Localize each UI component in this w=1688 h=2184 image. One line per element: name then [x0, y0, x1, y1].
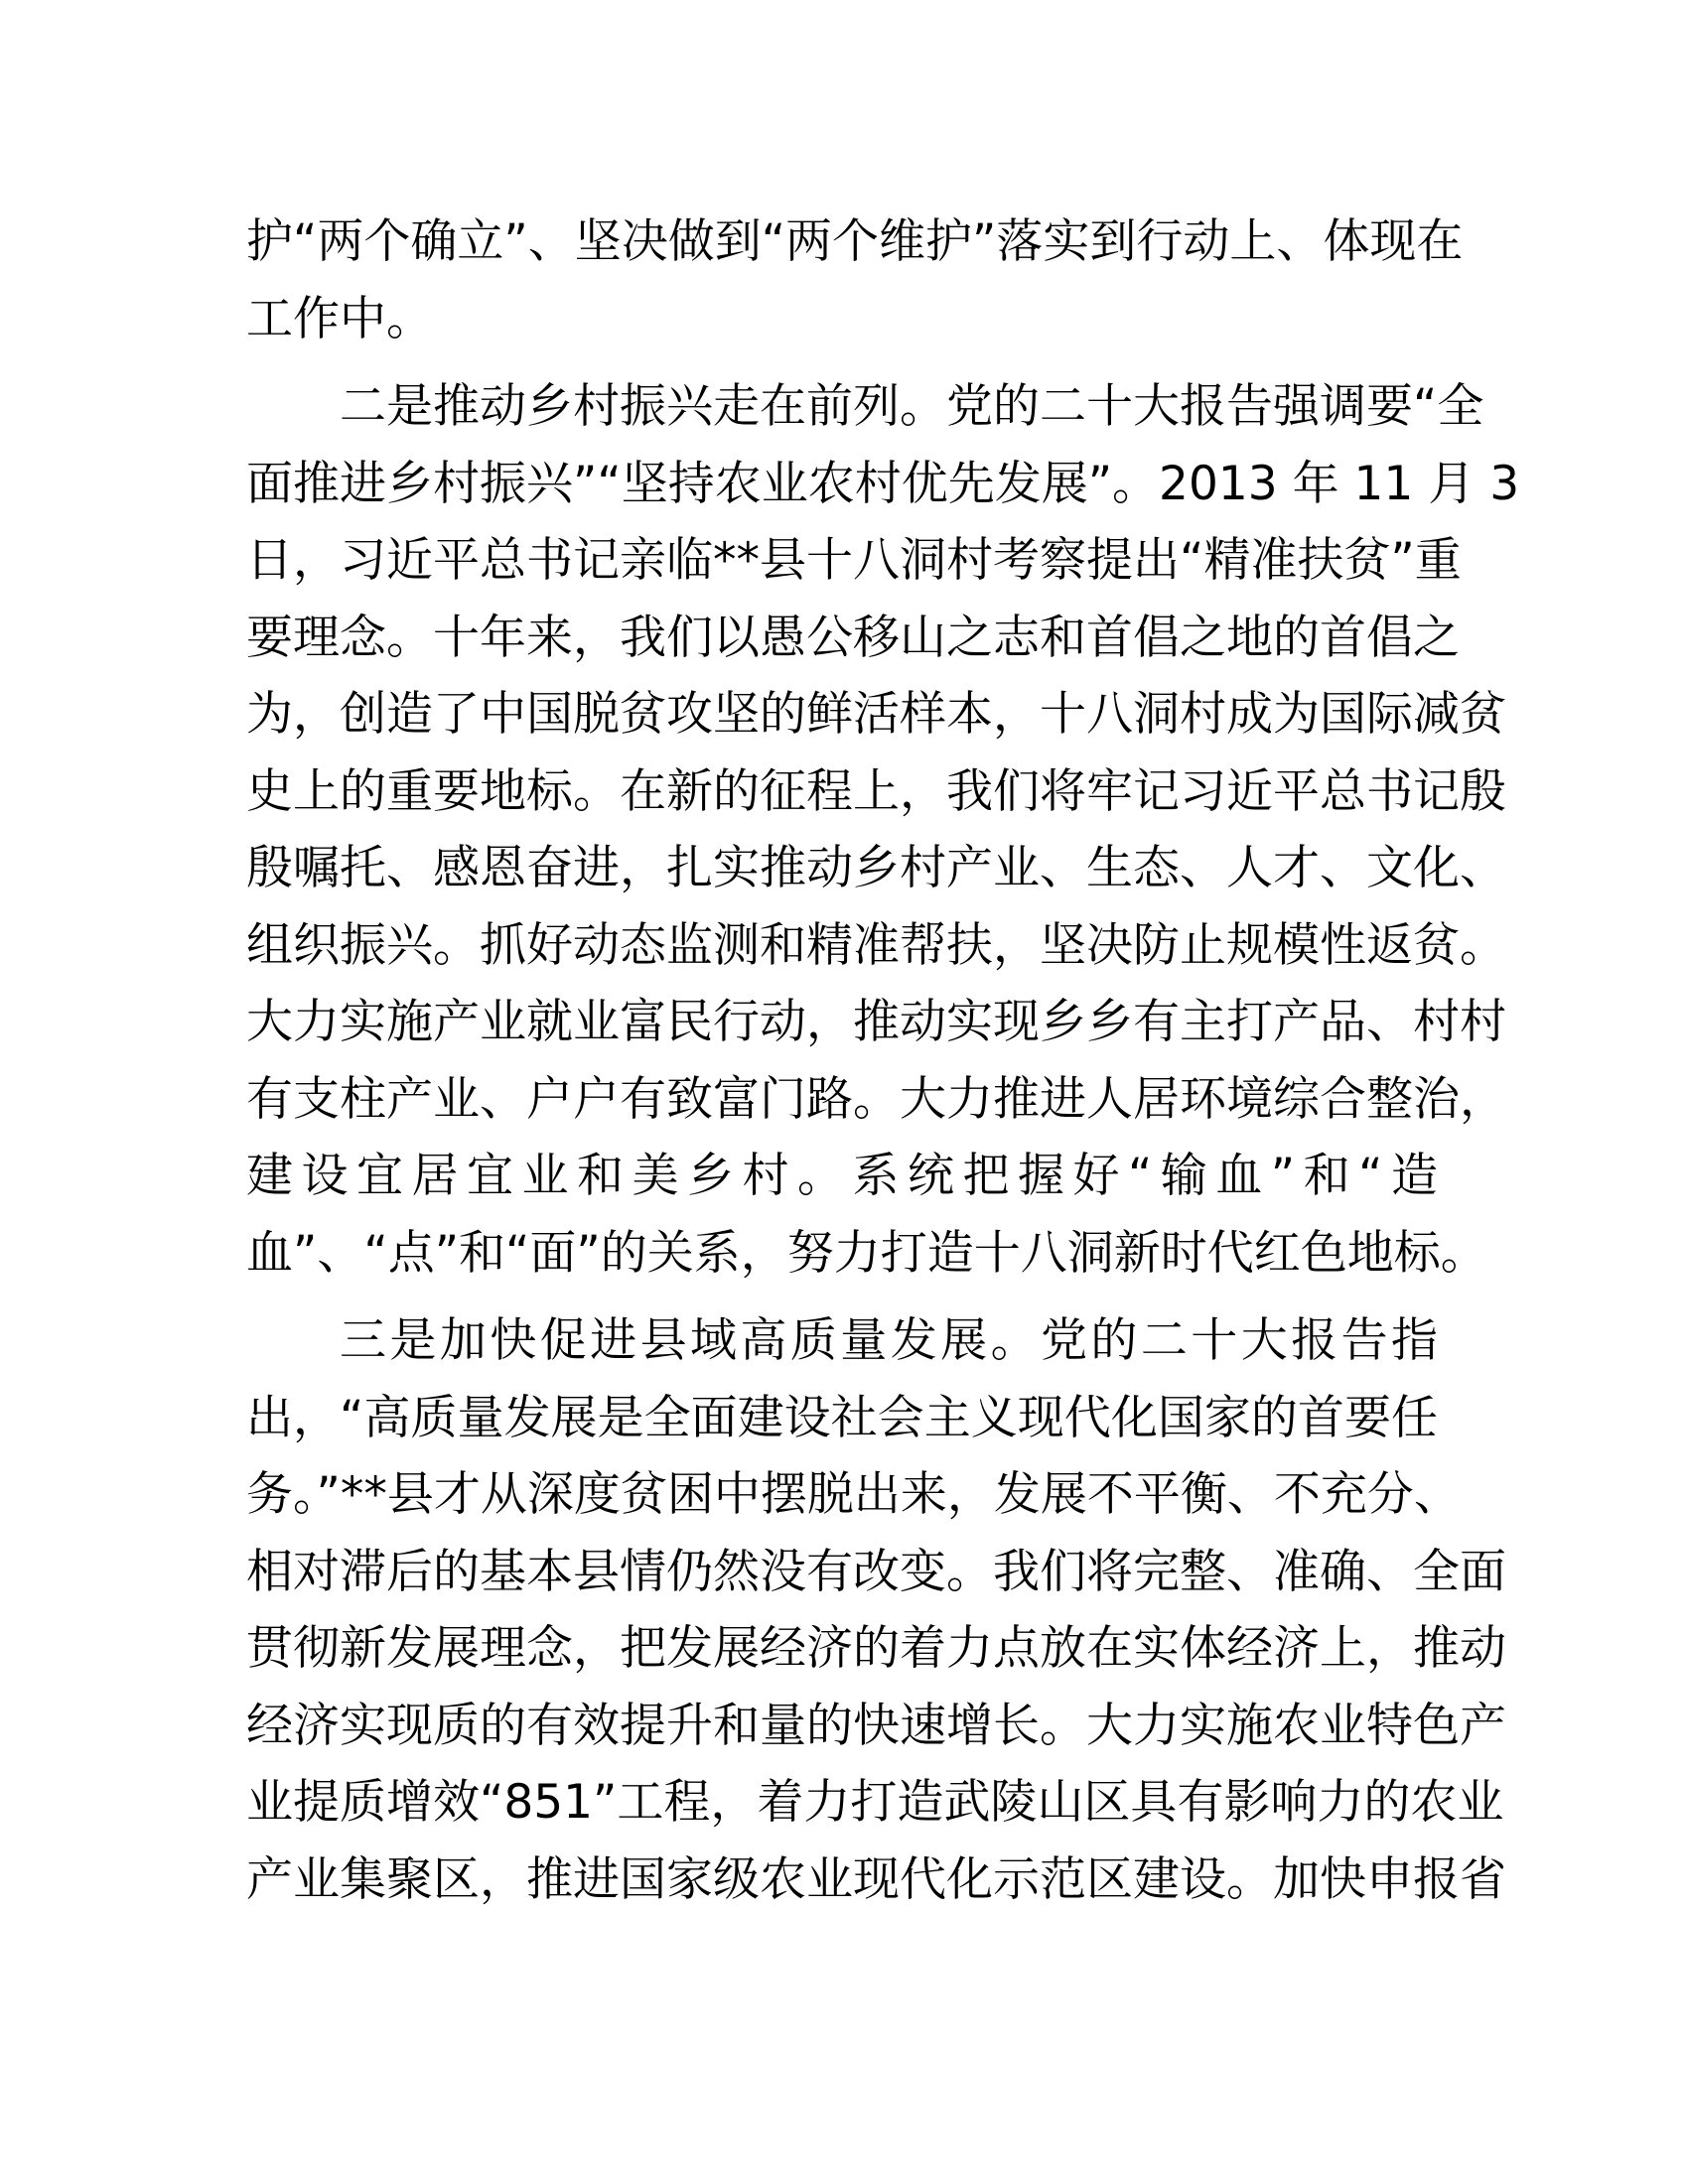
text-line: 血”、“点”和“面”的关系，努力打造十八洞新时代红色地标。	[246, 1225, 1487, 1281]
text-line: 要理念。十年来，我们以愚公移山之志和首倡之地的首倡之	[246, 610, 1460, 665]
text-line: 工作中。	[246, 291, 433, 346]
text-line: 贯彻新发展理念，把发展经济的着力点放在实体经济上，推动	[246, 1621, 1506, 1676]
text-line: 二是推动乡村振兴走在前列。党的二十大报告强调要“全	[340, 379, 1484, 434]
text-line: 护“两个确立”、坚决做到“两个维护”落实到行动上、体现在	[246, 214, 1464, 269]
text-line: 史上的重要地标。在新的征程上，我们将牢记习近平总书记殷	[246, 763, 1506, 819]
document-body	[246, 204, 1520, 1918]
text-line: 为，创造了中国脱贫攻坚的鲜活样本，十八洞村成为国际减贫	[246, 687, 1506, 742]
text-line: 面推进乡村振兴”“坚持农业农村优先发展”。2013 年 11 月 3	[246, 456, 1520, 511]
text-line: 大力实施产业就业富民行动，推动实现乡乡有主打产品、村村	[246, 995, 1506, 1049]
text-line: 有支柱产业、户户有致富门路。大力推进人居环境综合整治，	[246, 1071, 1506, 1127]
text-line: 组织振兴。抓好动态监测和精准帮扶，坚决防止规模性返贫。	[246, 917, 1506, 973]
text-line: 出，“高质量发展是全面建设社会主义现代化国家的首要任	[246, 1390, 1438, 1445]
paragraph-continuation	[246, 204, 1464, 357]
text-line: 三是加快促进县域高质量发展。党的二十大报告指	[340, 1313, 1438, 1368]
text-line: 日，习近平总书记亲临**县十八洞村考察提出“精准扶贫”重	[246, 533, 1462, 588]
text-line: 经济实现质的有效提升和量的快速增长。大力实施农业特色产	[246, 1698, 1506, 1753]
text-line: 相对滞后的基本县情仍然没有改变。我们将完整、准确、全面	[246, 1544, 1506, 1599]
text-line: 殷嘱托、感恩奋进，扎实推动乡村产业、生态、人才、文化、	[246, 841, 1506, 895]
paragraph-county-development	[246, 1302, 1506, 1918]
text-line: 业提质增效“851”工程，着力打造武陵山区具有影响力的农业	[246, 1775, 1504, 1830]
text-line: 产业集聚区，推进国家级农业现代化示范区建设。加快申报省	[246, 1851, 1506, 1907]
text-line: 务。”**县才从深度贫困中摆脱出来，发展不平衡、不充分、	[246, 1467, 1461, 1522]
text-line: 建设宜居宜业和美乡村。系统把握好“输血”和“造	[246, 1149, 1438, 1203]
paragraph-rural-revitalization	[246, 368, 1520, 1292]
